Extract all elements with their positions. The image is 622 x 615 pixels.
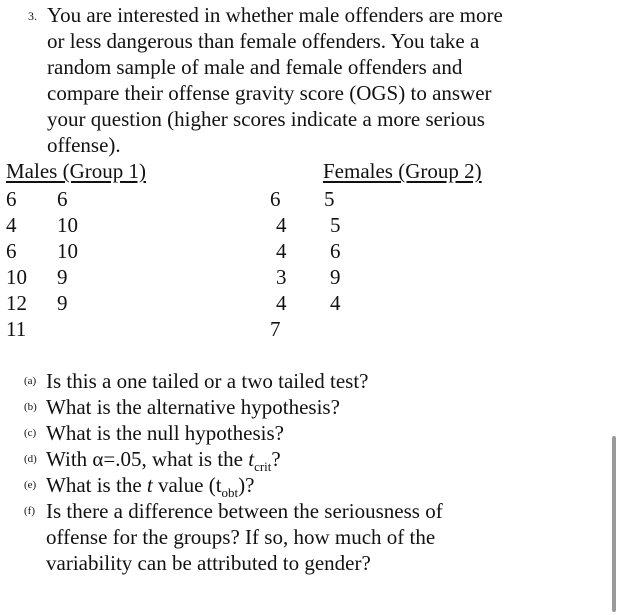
data-cell: 9 (330, 265, 341, 289)
data-cell: 5 (324, 187, 335, 211)
question-text: )? (238, 473, 255, 497)
data-cell: 6 (6, 187, 17, 211)
data-cell: 4 (330, 291, 341, 315)
males-column-2 (57, 186, 97, 316)
question-label: (f) (24, 505, 35, 517)
question-text: value (t (152, 473, 222, 497)
intro-line: your question (higher scores indicate a more serious (47, 107, 485, 131)
intro-line: compare their offense gravity score (OGS) to answer (47, 81, 492, 105)
t-symbol: t (146, 473, 153, 497)
question-text: Is there a difference between the seriousness of (46, 499, 443, 523)
question-text: variability can be attributed to gender? (46, 551, 371, 575)
data-cell: 5 (330, 213, 341, 237)
question-text: What is the alternative hypothesis? (46, 395, 340, 419)
question-text: What is the (46, 473, 147, 497)
data-cell: 10 (57, 239, 78, 263)
question-text: offense for the groups? If so, how much of the (46, 525, 436, 549)
males-header: Males (Group 1) (6, 159, 146, 183)
question-text: What is the null hypothesis? (46, 421, 284, 445)
question-label: (a) (24, 375, 37, 387)
data-cell: 4 (6, 213, 17, 237)
data-cell: 9 (57, 291, 68, 315)
data-cell: 3 (276, 265, 287, 289)
data-cell: 6 (330, 239, 341, 263)
data-cell: 11 (6, 317, 27, 341)
data-cell: 4 (276, 239, 287, 263)
question-b (24, 394, 604, 420)
data-cell: 10 (6, 265, 27, 289)
question-text: Is this a one tailed or a two tailed test? (46, 369, 369, 393)
question-text: ? (271, 447, 281, 471)
question-c (24, 420, 604, 446)
question-number: 3. (28, 9, 37, 23)
data-cell: 4 (276, 213, 287, 237)
intro-line: random sample of male and female offenders and (47, 55, 463, 79)
data-cell: 4 (276, 291, 287, 315)
data-cell: 6 (57, 187, 68, 211)
data-cell: 7 (270, 317, 281, 341)
males-column-1 (6, 186, 46, 342)
subscript: crit (254, 459, 272, 475)
data-cell: 6 (270, 187, 281, 211)
question-f (24, 498, 604, 576)
subscript: obt (221, 485, 239, 501)
question-a (24, 368, 604, 394)
question-label: (b) (24, 401, 37, 413)
question-label: (c) (24, 427, 37, 439)
females-column-1 (270, 186, 298, 342)
question-d (24, 446, 604, 475)
question-e (24, 472, 604, 501)
question-label: (e) (24, 479, 37, 491)
problem-intro (47, 2, 617, 158)
sub-questions (24, 368, 604, 576)
females-column-2 (324, 186, 364, 316)
data-cell: 9 (57, 265, 68, 289)
intro-line: offense). (47, 133, 121, 157)
data-cell: 12 (6, 291, 27, 315)
scrollbar[interactable] (612, 436, 616, 612)
data-cell: 10 (57, 213, 78, 237)
intro-line: or less dangerous than female offenders. You take a (47, 29, 480, 53)
data-cell: 6 (6, 239, 17, 263)
intro-line: You are interested in whether male offenders are more (47, 3, 503, 27)
t-symbol: t (248, 447, 255, 471)
females-header: Females (Group 2) (323, 159, 482, 183)
question-text: With α=.05, what is the (46, 447, 249, 471)
question-label: (d) (24, 453, 37, 465)
